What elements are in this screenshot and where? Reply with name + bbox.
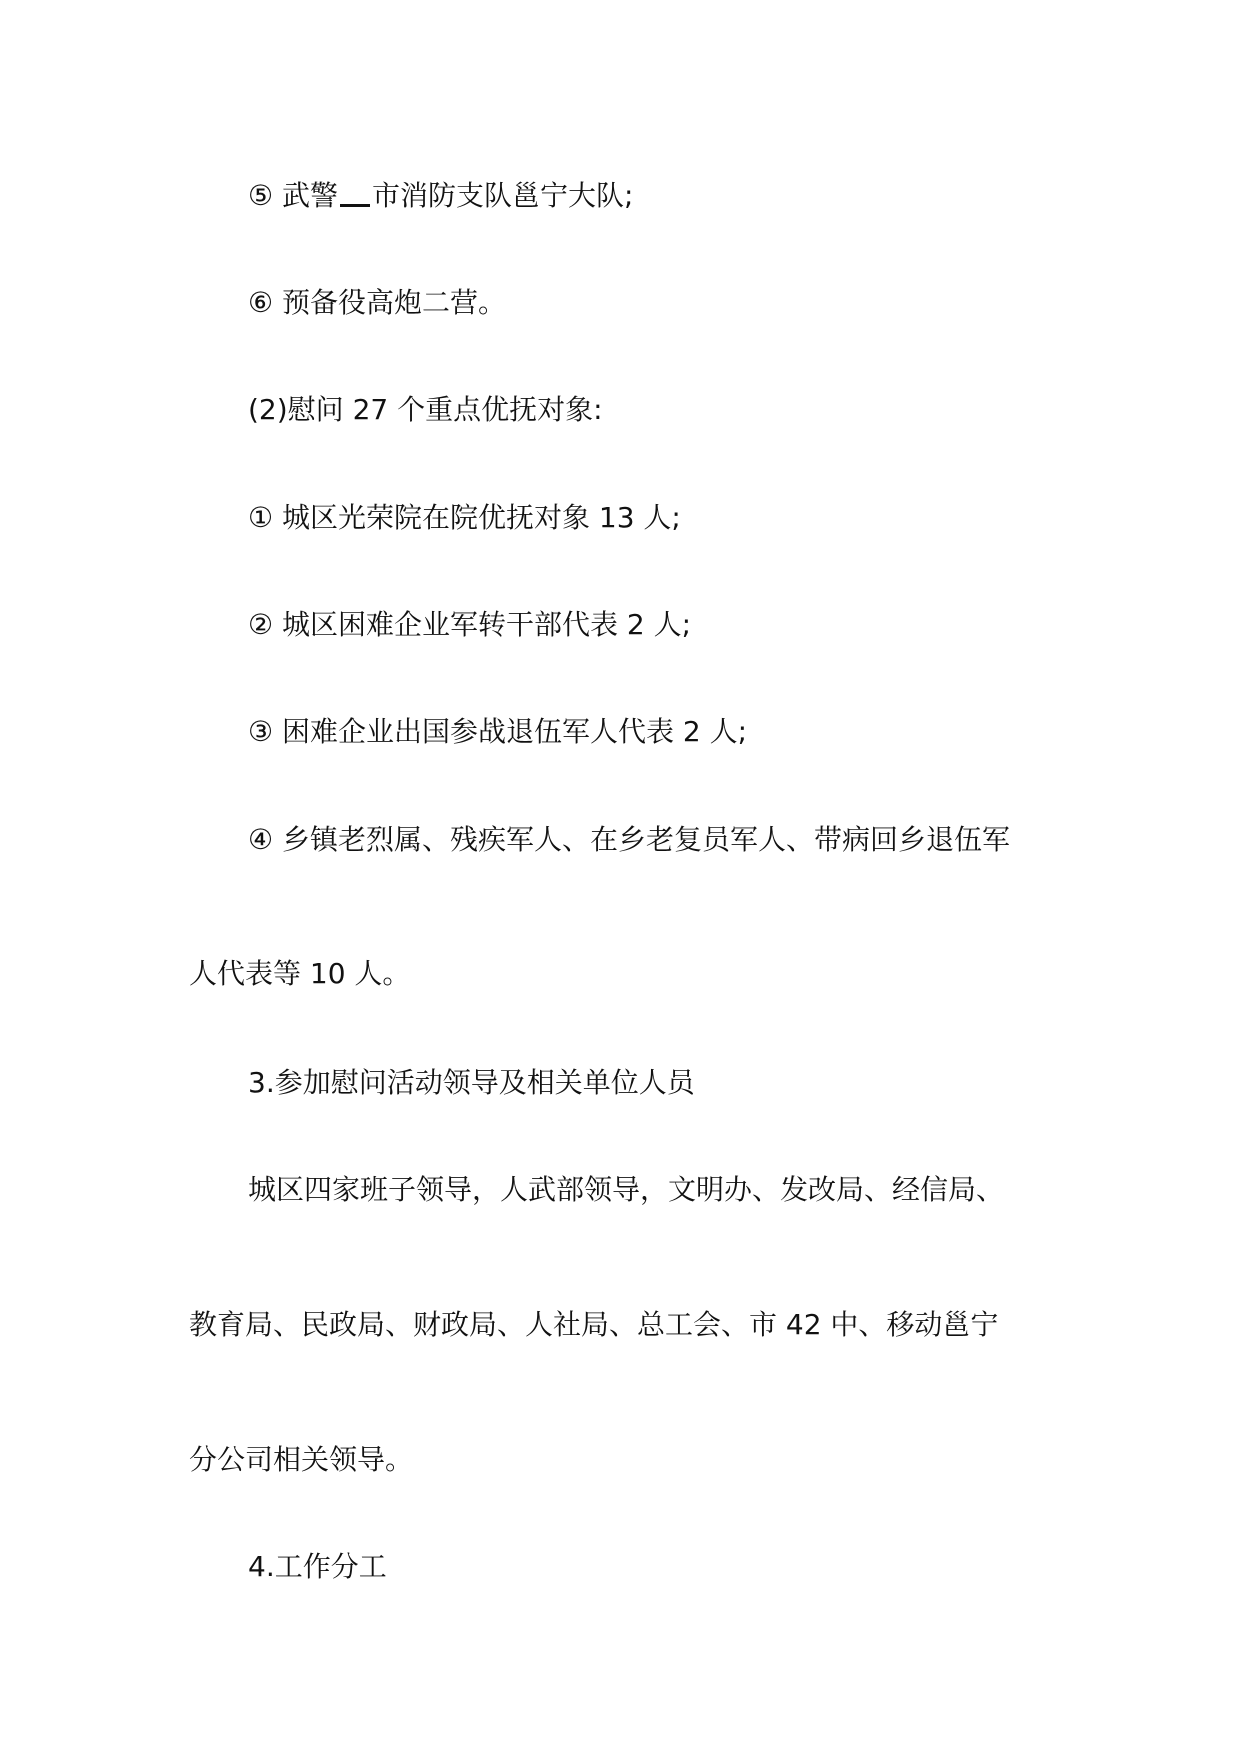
object-1-line: ① 城区光荣院在院优抚对象 13 人; xyxy=(248,501,681,534)
section-3-body-line-2: 教育局、民政局、财政局、人社局、总工会、市 42 中、移动邕宁 xyxy=(189,1308,999,1341)
section-3-heading: 3.参加慰问活动领导及相关单位人员 xyxy=(248,1066,695,1099)
unit-5-line xyxy=(248,176,633,216)
unit-5-prefix: ⑤ 武警 xyxy=(248,179,339,212)
unit-5-suffix: 市消防支队邕宁大队; xyxy=(372,179,634,212)
section-4-heading: 4.工作分工 xyxy=(248,1550,387,1583)
section-3-body-line-1: 城区四家班子领导，人武部领导，文明办、发改局、经信局、 xyxy=(248,1173,1005,1206)
object-4-line-1: ④ 乡镇老烈属、残疾军人、在乡老复员军人、带病回乡退伍军 xyxy=(248,823,1011,856)
section-2-heading: (2)慰问 27 个重点优抚对象: xyxy=(248,393,603,426)
object-2-line: ② 城区困难企业军转干部代表 2 人; xyxy=(248,608,692,641)
section-3-body-line-3: 分公司相关领导。 xyxy=(189,1443,414,1476)
object-3-line: ③ 困难企业出国参战退伍军人代表 2 人; xyxy=(248,715,748,748)
fill-in-blank xyxy=(340,182,370,207)
object-4-line-2: 人代表等 10 人。 xyxy=(189,957,411,990)
unit-6-line: ⑥ 预备役高炮二营。 xyxy=(248,286,507,319)
